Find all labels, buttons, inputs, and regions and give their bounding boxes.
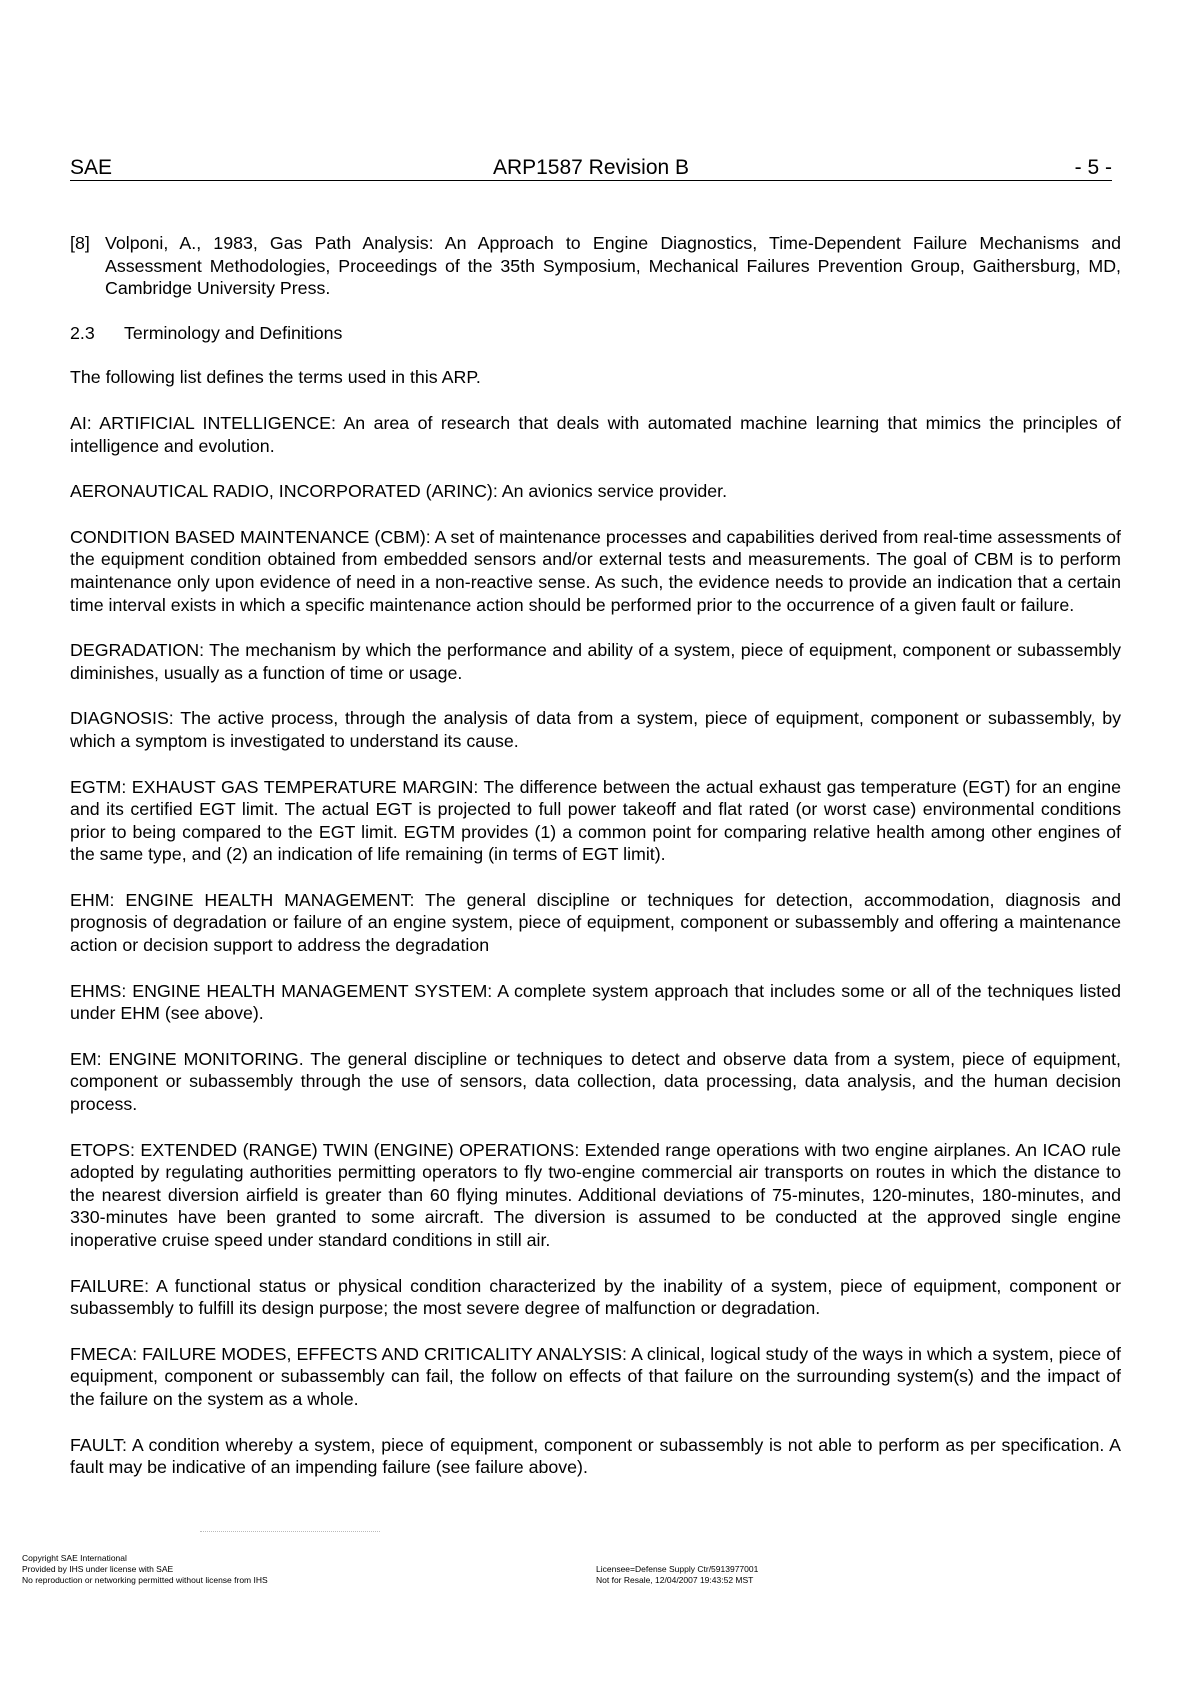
definition-em: EM: ENGINE MONITORING. The general discipline or techniques to detect and observe data from a system, piece of equipment, component or subassembly through the use of sensors, data collection, data processing, data analysis, and the human decision process. xyxy=(70,1048,1121,1115)
footer-license-line: Licensee=Defense Supply Ctr/5913977001 xyxy=(596,1564,759,1574)
footer-copyright xyxy=(22,1553,268,1586)
definition-etops: ETOPS: EXTENDED (RANGE) TWIN (ENGINE) OPERATIONS: Extended range operations with two engine airplanes. An ICAO rule adopted by regulating authorities permitting operators to fly two-engine commercial air transports on routes in which the distance to the nearest diversion airfield is greater than 60 flying minutes. Additional deviations of 75-minutes, 120-minutes, 180-minutes, and 330-minutes have been granted to some aircraft. The diversion is assumed to be conducted at the approved single engine inoperative cruise speed under standard conditions in still air. xyxy=(70,1139,1121,1250)
footer-copyright-line: Copyright SAE International xyxy=(22,1553,127,1563)
header-document-title: ARP1587 Revision B xyxy=(492,156,690,179)
definition-fault: FAULT: A condition whereby a system, piece of equipment, component or subassembly is not able to perform as per specification. A fault may be indicative of an impending failure (see failure above). xyxy=(70,1434,1121,1478)
section-number: 2.3 xyxy=(70,322,95,343)
definition-arinc: AERONAUTICAL RADIO, INCORPORATED (ARINC): An avionics service provider. xyxy=(70,481,728,502)
section-title: Terminology and Definitions xyxy=(124,322,343,343)
footer-license-line: Not for Resale, 12/04/2007 19:43:52 MST xyxy=(596,1575,754,1585)
definition-ai: AI: ARTIFICIAL INTELLIGENCE: An area of research that deals with automated machine learning that mimics the principles of intelligence and evolution. xyxy=(70,412,1121,456)
footer-copyright-line: No reproduction or networking permitted without license from IHS xyxy=(22,1575,268,1585)
reference-entry xyxy=(70,232,1121,300)
definition-fmeca: FMECA: FAILURE MODES, EFFECTS AND CRITICALITY ANALYSIS: A clinical, logical study of the ways in which a system, piece of equipment, component or subassembly can fail, the follow on effects of that failure on the surrounding system(s) and the impact of the failure on the system as a whole. xyxy=(70,1343,1121,1409)
definition-cbm: CONDITION BASED MAINTENANCE (CBM): A set of maintenance processes and capabilities derived from real-time assessments of the equipment condition obtained from embedded sensors and/or external tests and measurements. The goal of CBM is to perform maintenance only upon evidence of need in a non-reactive sense. As such, the evidence needs to provide an indication that a certain time interval exists in which a specific maintenance action should be performed prior to the occurrence of a given fault or failure. xyxy=(70,526,1121,615)
footer-license xyxy=(596,1564,758,1586)
document-body xyxy=(70,232,1121,1502)
header-page-number: - 5 - xyxy=(1074,156,1112,179)
definition-egtm: EGTM: EXHAUST GAS TEMPERATURE MARGIN: The difference between the actual exhaust gas temperature (EGT) for an engine and its certified EGT limit. The actual EGT is projected to full power takeoff and flat rated (or worst case) environmental conditions prior to being compared to the EGT limit. EGTM provides (1) a common point for comparing relative health among other engines of the same type, and (2) an indication of life remaining (in terms of EGT limit). xyxy=(70,776,1121,865)
intro-paragraph: The following list defines the terms used in this ARP. xyxy=(70,367,481,388)
definition-failure: FAILURE: A functional status or physical condition characterized by the inability of a system, piece of equipment, component or subassembly to fulfill its design purpose; the most severe degree of malfunction or degradation. xyxy=(70,1275,1121,1319)
reference-number: [8] xyxy=(70,233,90,253)
footer-divider xyxy=(200,1531,380,1532)
definition-ehm: EHM: ENGINE HEALTH MANAGEMENT: The general discipline or techniques for detection, accommodation, diagnosis and prognosis of degradation or failure of an engine system, piece of equipment, component or subassembly and offering a maintenance action or decision support to address the degradation xyxy=(70,889,1121,956)
page-header xyxy=(70,156,1112,181)
section-heading xyxy=(70,322,1121,345)
definition-diagnosis: DIAGNOSIS: The active process, through the analysis of data from a system, piece of equipment, component or subassembly, by which a symptom is investigated to understand its cause. xyxy=(70,708,1121,751)
header-organization: SAE xyxy=(70,156,113,179)
definition-degradation: DEGRADATION: The mechanism by which the performance and ability of a system, piece of equipment, component or subassembly diminishes, usually as a function of time or usage. xyxy=(70,640,1121,683)
definition-ehms: EHMS: ENGINE HEALTH MANAGEMENT SYSTEM: A complete system approach that includes some or all of the techniques listed under EHM (see above). xyxy=(70,980,1121,1024)
reference-text: Volponi, A., 1983, Gas Path Analysis: An Approach to Engine Diagnostics, Time-Dependent Failure Mechanisms and Assessment Methodologies, Proceedings of the 35th Symposium, Mechanical Failures Prevention Group, Gaithersburg, MD, Cambridge University Press. xyxy=(105,233,1121,299)
footer-copyright-line: Provided by IHS under license with SAE xyxy=(22,1564,174,1574)
